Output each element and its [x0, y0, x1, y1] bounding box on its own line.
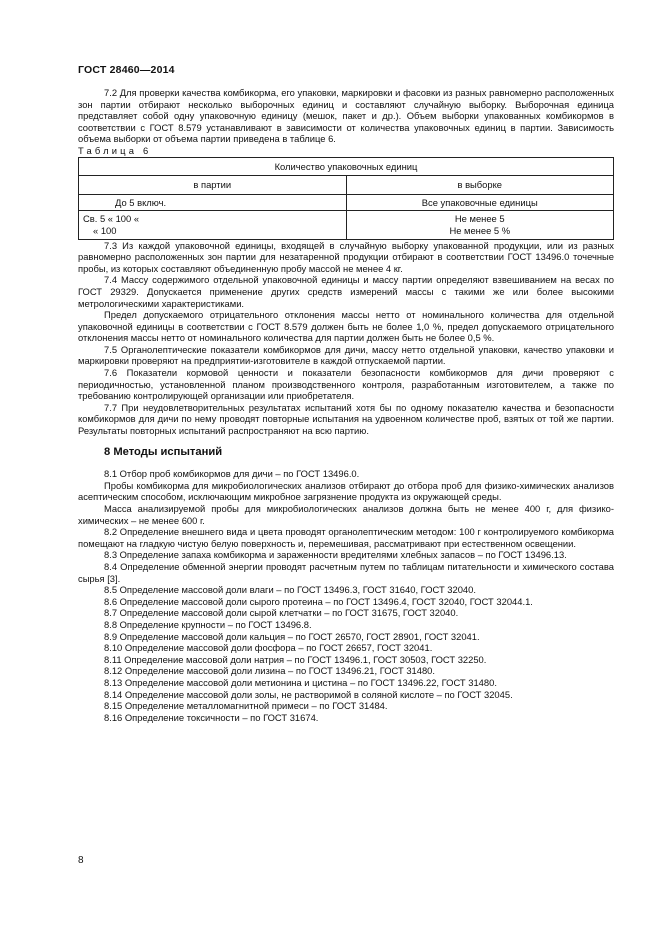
paragraph-8-3: 8.3 Определение запаха комбикорма и зараженности вредителями хлебных запасов – по ГОСТ 13496.13.	[104, 549, 567, 561]
table-col-sample: в выборке	[346, 176, 614, 195]
paragraph-8-8: 8.8 Определение крупности – по ГОСТ 13496.8.	[104, 618, 312, 630]
paragraph-8-2: 8.2 Определение внешнего вида и цвета проводят органолептическим методом: 100 г контролируемого комбикорма помещают на гладкую чистую белую поверхность и, перемешивая, рассматривают при естественном освещении.	[78, 526, 614, 549]
paragraph-8-16: 8.16 Определение токсичности – по ГОСТ 31674.	[104, 711, 319, 723]
page-number: 8	[78, 855, 84, 866]
table-header-row	[79, 157, 614, 176]
paragraph-7-2: 7.2 Для проверки качества комбикорма, его упаковки, маркировки и фасовки из разных равномерно расположенных зон партии отбирают несколько выборочных единиц и составляют случайную выборку. Выборочная единица представляет собой одну упаковочную единицу (мешок, пакет и др.). Объем выборки упакованных комбикормов в соответствии с ГОСТ 8.579 устанавливают в зависимости от количества упаковочных единиц в партии. Зависимость объема выборки от объема партии приведена в таблице 6.	[78, 87, 614, 145]
paragraph-7-3: 7.3 Из каждой упаковочной единицы, входящей в случайную выборку упакованной продукции, или из разных равномерно расположенных зон партии для незатаренной продукции отбирают в соответствии ГОСТ 13496.0 точечные пробы, из которых составляют объединенную пробу массой не менее 4 кг.	[78, 239, 614, 274]
paragraph-7-7: 7.7 При неудовлетворительных результатах испытаний хотя бы по одному показателю качества и безопасности комбикормов для дичи по нему проводят повторные испытания на удвоенном количестве проб, взятых от той же партии. Результаты повторных испытаний распространяют на всю партию.	[78, 401, 614, 437]
table-subheader-row	[79, 176, 614, 195]
paragraph-8-13: 8.13 Определение массовой доли метионина и цистина – по ГОСТ 13496.22, ГОСТ 31480.	[104, 676, 497, 688]
table-cell-lot	[79, 211, 347, 239]
paragraph-7-5: 7.5 Органолептические показатели комбикормов для дичи, массу нетто отдельной упаковки, качество упаковки и маркировки проверяют на предприятии-изготовителе в каждой отпускаемой партии.	[78, 343, 614, 367]
section-8-title: 8 Методы испытаний	[104, 445, 223, 458]
table-cell-sample-line: Не менее 5	[454, 213, 505, 225]
paragraph-8-1: 8.1 Отбор проб комбикормов для дичи – по ГОСТ 13496.0.	[104, 468, 360, 480]
page-content	[78, 87, 614, 723]
paragraph-8-1-micro: Пробы комбикорма для микробиологических анализов отбирают до отбора проб для физико-химических анализов асептическим способом, исключающим микробное загрязнение продукта из окружающей среды.	[78, 479, 614, 503]
paragraph-8-10: 8.10 Определение массовой доли фосфора – по ГОСТ 26657, ГОСТ 32041.	[104, 642, 433, 654]
paragraph-8-11: 8.11 Определение массовой доли натрия – по ГОСТ 13496.1, ГОСТ 30503, ГОСТ 32250.	[104, 653, 487, 665]
table-cell-lot-line: « 100	[93, 224, 117, 236]
paragraph-8-12: 8.12 Определение массовой доли лизина – по ГОСТ 13496.21, ГОСТ 31480.	[104, 665, 436, 677]
table-cell-lot-line: Св. 5 « 100 «	[83, 213, 140, 225]
table-header-main: Количество упаковочных единиц	[79, 157, 614, 176]
paragraph-8-5: 8.5 Определение массовой доли влаги – по ГОСТ 13496.3, ГОСТ 31640, ГОСТ 32040.	[104, 584, 476, 596]
paragraph-7-4-limits: Предел допускаемого отрицательного отклонения массы нетто от номинального количества для отдельной упаковочной единицы в соответствии с ГОСТ 8.579 должен быть не более 1,0 %, предел допускаемого отрицательного отклонения массы нетто от номинального количества для партии должен быть не более 0,5 %.	[78, 309, 614, 344]
paragraph-7-4: 7.4 Массу содержимого отдельной упаковочной единицы и массу партии определяют взвешиванием на весах по ГОСТ 29329. Допускается применение других средств измерений массы с такими же или более высокими метрологическими характеристиками.	[78, 274, 614, 309]
table-col-lot: в партии	[79, 176, 347, 195]
table-row	[79, 194, 614, 211]
paragraph-8-7: 8.7 Определение массовой доли сырой клетчатки – по ГОСТ 31675, ГОСТ 32040.	[104, 607, 459, 619]
table-row	[79, 211, 614, 239]
document-header: ГОСТ 28460—2014	[78, 64, 175, 76]
table-caption: Таблица 6	[78, 144, 152, 156]
paragraph-8-4: 8.4 Определение обменной энергии проводят расчетным путем по таблицам питательности и химического состава сырья [3].	[78, 560, 614, 584]
paragraph-8-14: 8.14 Определение массовой доли золы, не растворимой в соляной кислоте – по ГОСТ 32045.	[104, 688, 513, 700]
sample-size-table	[78, 157, 614, 240]
paragraph-8-9: 8.9 Определение массовой доли кальция – по ГОСТ 26570, ГОСТ 28901, ГОСТ 32041.	[104, 630, 480, 642]
paragraph-8-6: 8.6 Определение массовой доли сырого протеина – по ГОСТ 13496.4, ГОСТ 32040, ГОСТ 32044.1.	[104, 595, 533, 607]
table-cell-sample	[346, 211, 614, 239]
paragraph-7-6: 7.6 Показатели кормовой ценности и показатели безопасности комбикормов для дичи проверяют с периодичностью, установленной планом производственного контроля, разработанным изготовителем, а также по требованию контролирующей организации или приобретателя.	[78, 367, 614, 402]
table-cell-lot: До 5 включ.	[79, 194, 347, 211]
table-cell-sample: Все упаковочные единицы	[346, 194, 614, 211]
table-cell-sample-line: Не менее 5 %	[449, 224, 511, 236]
paragraph-8-15: 8.15 Определение металломагнитной примеси – по ГОСТ 31484.	[104, 700, 388, 712]
paragraph-8-1-mass: Масса анализируемой пробы для микробиологических анализов должна быть не менее 400 г, для физико-химических – не менее 600 г.	[78, 503, 614, 526]
